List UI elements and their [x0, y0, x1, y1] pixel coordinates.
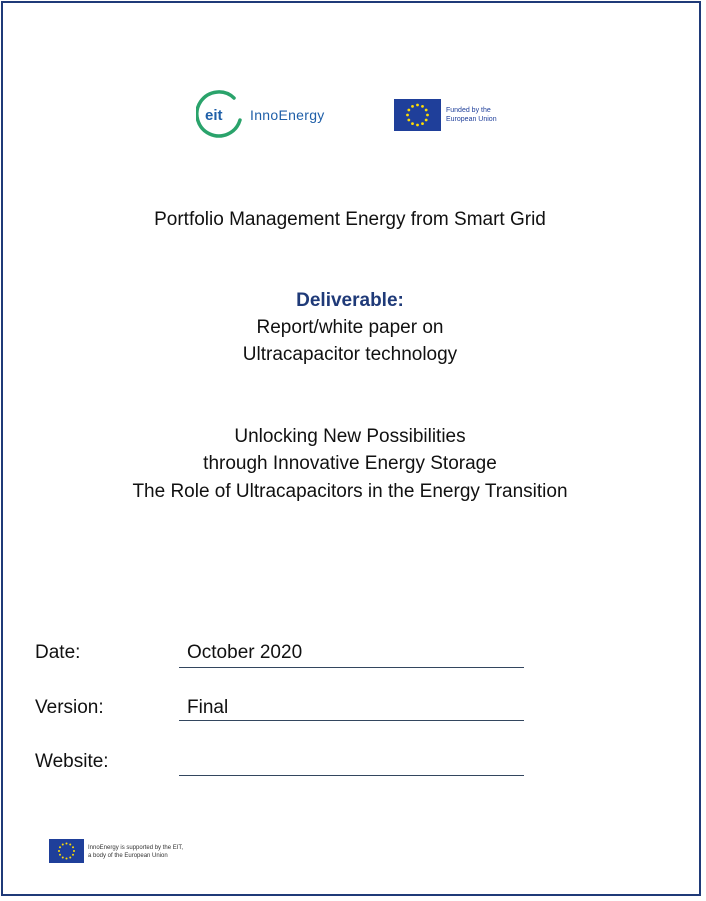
eu-star: [73, 850, 75, 852]
eu-star: [69, 857, 71, 859]
eu-star: [59, 846, 61, 848]
eu-star: [62, 844, 64, 846]
eu-star: [59, 854, 61, 856]
eu-star: [406, 114, 409, 117]
eu-star: [62, 857, 64, 859]
eu-star: [416, 124, 419, 127]
eu-flag-icon: [394, 99, 441, 131]
eu-star: [407, 119, 410, 122]
website-label: Website:: [35, 751, 109, 772]
date-label: Date:: [35, 642, 81, 663]
eu-star: [426, 114, 429, 117]
eu-star: [411, 105, 414, 108]
eu-star: [69, 844, 71, 846]
eu-star: [58, 850, 60, 852]
version-underline: [179, 720, 524, 721]
eu-star: [66, 858, 68, 860]
eu-funded-text: Funded by the European Union: [446, 107, 497, 123]
eu-star: [407, 109, 410, 112]
eu-star: [425, 109, 428, 112]
eu-star: [421, 105, 424, 108]
eit-logo-icon: [196, 90, 356, 140]
eu-star: [66, 843, 68, 845]
footer-eu-flag-icon: [49, 839, 84, 863]
deliverable-heading: Deliverable:: [296, 290, 404, 311]
subtitle-line-3: The Role of Ultracapacitors in the Energy Transition: [132, 481, 568, 502]
document-title: Portfolio Management Energy from Smart Grid: [154, 209, 546, 230]
eu-star: [411, 122, 414, 125]
subtitle-line-2: through Innovative Energy Storage: [203, 453, 497, 474]
eit-mark-text: eit: [205, 107, 223, 124]
deliverable-line-2: Ultracapacitor technology: [242, 344, 458, 365]
date-value: October 2020: [187, 642, 303, 663]
innoenergy-text: InnoEnergy: [250, 107, 325, 123]
eu-star: [72, 854, 74, 856]
eit-innoenergy-logo: [196, 90, 356, 140]
deliverable-line-1: Report/white paper on: [256, 317, 444, 338]
eu-funded-logo: [394, 99, 504, 131]
subtitle-line-1: Unlocking New Possibilities: [234, 426, 466, 447]
eu-star: [416, 104, 419, 107]
eu-star: [421, 122, 424, 125]
eu-star: [72, 846, 74, 848]
date-underline: [179, 667, 524, 668]
eu-star: [425, 119, 428, 122]
version-label: Version:: [35, 697, 104, 718]
website-underline: [179, 775, 524, 776]
footer-eit-support-text: InnoEnergy is supported by the EIT, a body of the European Union: [88, 845, 184, 859]
version-value: Final: [187, 697, 229, 718]
